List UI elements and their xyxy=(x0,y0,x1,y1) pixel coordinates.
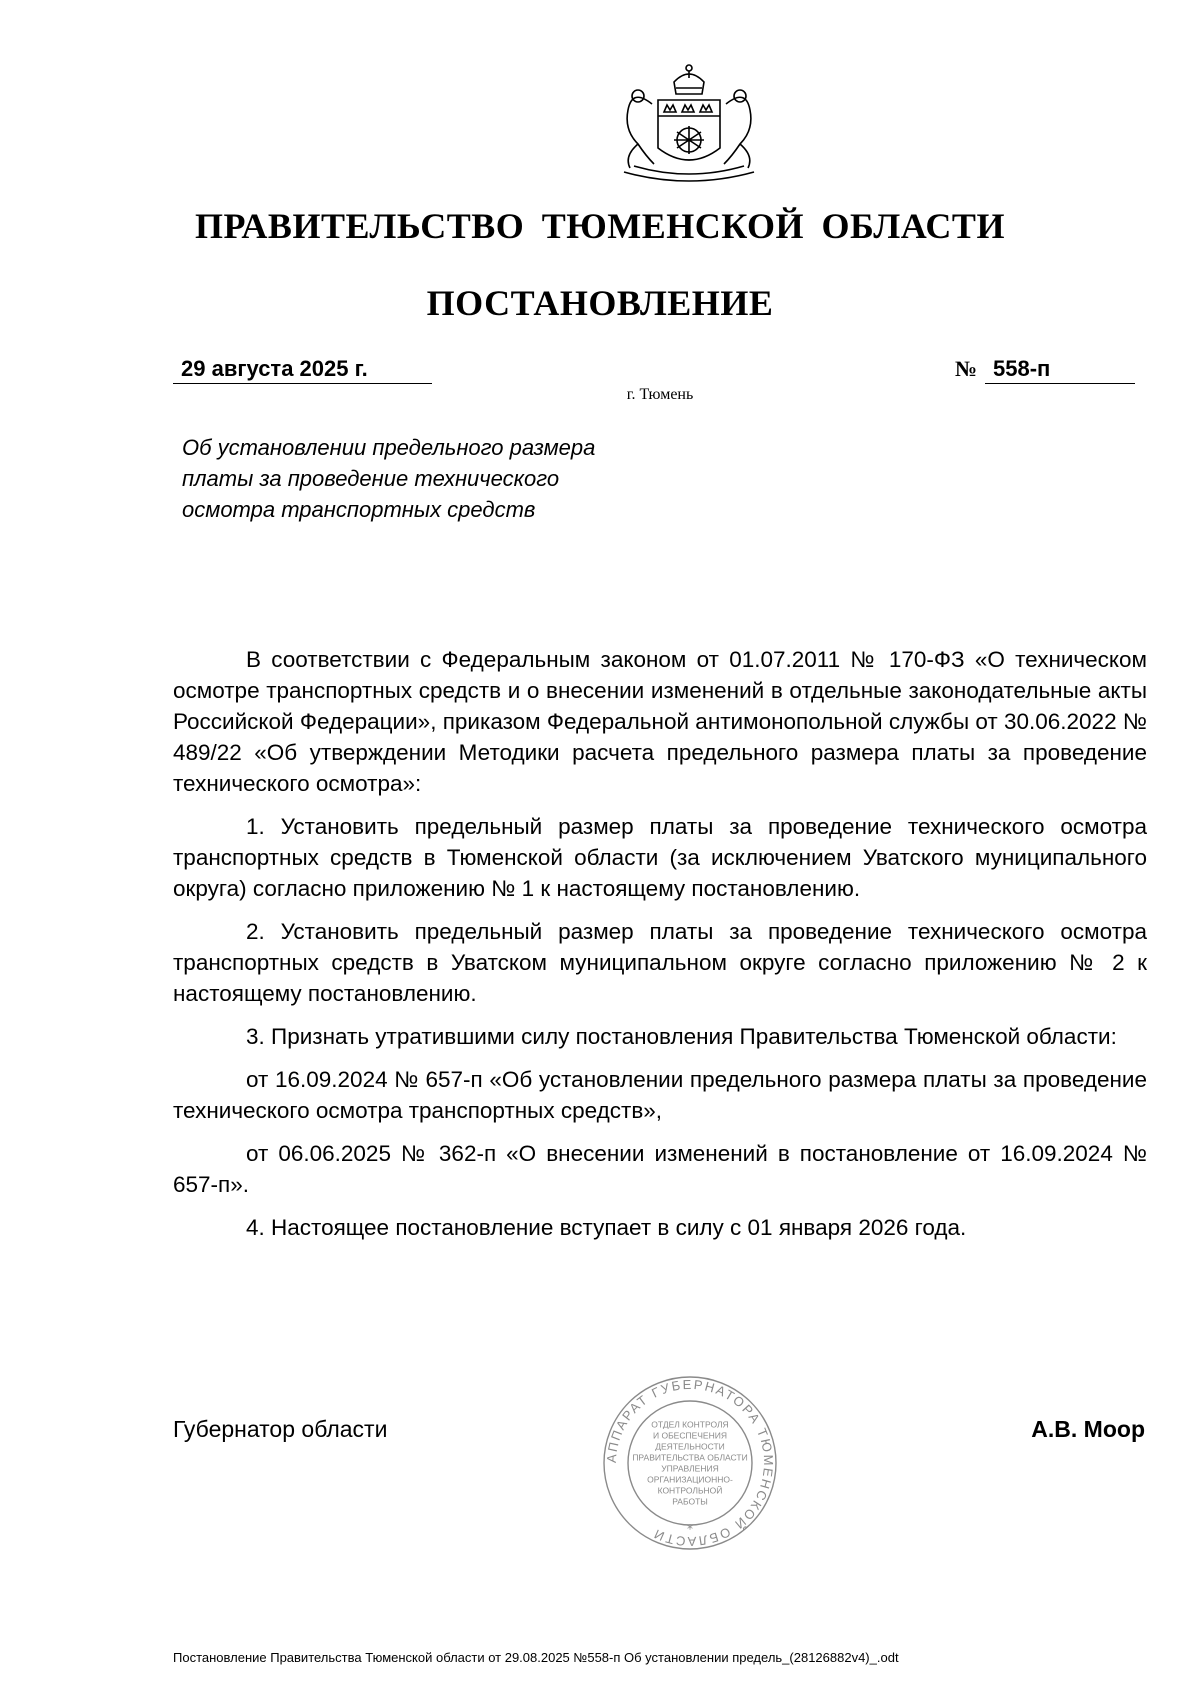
svg-text:РАБОТЫ: РАБОТЫ xyxy=(672,1496,708,1507)
coat-of-arms-icon xyxy=(594,60,784,188)
svg-text:ОТДЕЛ КОНТРОЛЯ: ОТДЕЛ КОНТРОЛЯ xyxy=(651,1419,729,1430)
svg-text:КОНТРОЛЬНОЙ: КОНТРОЛЬНОЙ xyxy=(657,1485,723,1496)
svg-text:*: * xyxy=(687,1522,693,1536)
paragraph-2: 2. Установить предельный размер платы за проведение технического осмотра транспортных средств в Уватском муниципальном округе согласно приложению № 2 к настоящему постановлению. xyxy=(173,919,1147,1006)
svg-text:ОРГАНИЗАЦИОННО-: ОРГАНИЗАЦИОННО- xyxy=(647,1474,733,1485)
preamble-paragraph: В соответствии с Федеральным законом от 01.07.2011 № 170-ФЗ «О техническом осмотре транспортных средств и о внесении изменений в отдельные законодательные акты Российской Федерации», приказом Федеральной антимонопольной службы от 30.06.2022 № 489/22 «Об утверждении Методики расчета предельного размера платы за проведение технического осмотра»: xyxy=(173,647,1147,796)
svg-text:АППАРАТ ГУБЕРНАТОРА ТЮМЕНСКОЙ: АППАРАТ ГУБЕРНАТОРА ТЮМЕНСКОЙ ОБЛАСТИ xyxy=(603,1376,777,1550)
svg-text:ПРАВИТЕЛЬСТВА ОБЛАСТИ: ПРАВИТЕЛЬСТВА ОБЛАСТИ xyxy=(632,1452,748,1463)
number-sign: № xyxy=(955,356,978,381)
signatory-position: Губернатор области xyxy=(173,1416,388,1442)
document-footer: Постановление Правительства Тюменской области от 29.08.2025 №558-п Об установлении предель_(28126882v4)_.odt xyxy=(173,1650,899,1665)
paragraph-3a: от 16.09.2024 № 657-п «Об установлении предельного размера платы за проведение технического осмотра транспортных средств», xyxy=(173,1067,1147,1123)
document-date: 29 августа 2025 г. xyxy=(173,354,432,384)
document-body xyxy=(173,644,1147,1243)
paragraph-4: 4. Настоящее постановление вступает в силу с 01 января 2026 года. xyxy=(246,1215,967,1240)
document-city: г. Тюмень xyxy=(626,386,694,403)
official-stamp-icon xyxy=(600,1373,780,1553)
svg-text:И ОБЕСПЕЧЕНИЯ: И ОБЕСПЕЧЕНИЯ xyxy=(653,1430,727,1441)
document-number: 558-п xyxy=(985,354,1135,384)
signatory-name: А.В. Моор xyxy=(1031,1416,1145,1442)
document-type: ПОСТАНОВЛЕНИЕ xyxy=(426,283,774,323)
paragraph-3: 3. Признать утратившими силу постановления Правительства Тюменской области: xyxy=(246,1024,1117,1049)
document-subject: Об установлении предельного размера платы за проведение технического осмотра транспортных средств xyxy=(182,435,596,522)
paragraph-3b: от 06.06.2025 № 362-п «О внесении изменений в постановление от 16.09.2024 № 657-п». xyxy=(173,1141,1147,1197)
svg-text:ДЕЯТЕЛЬНОСТИ: ДЕЯТЕЛЬНОСТИ xyxy=(655,1441,725,1452)
svg-text:УПРАВЛЕНИЯ: УПРАВЛЕНИЯ xyxy=(661,1463,719,1474)
government-title: ПРАВИТЕЛЬСТВО ТЮМЕНСКОЙ ОБЛАСТИ xyxy=(195,206,1005,246)
paragraph-1: 1. Установить предельный размер платы за проведение технического осмотра транспортных средств в Тюменской области (за исключением Уватского муниципального округа) согласно приложению № 1 к настоящему постановлению. xyxy=(173,814,1147,901)
